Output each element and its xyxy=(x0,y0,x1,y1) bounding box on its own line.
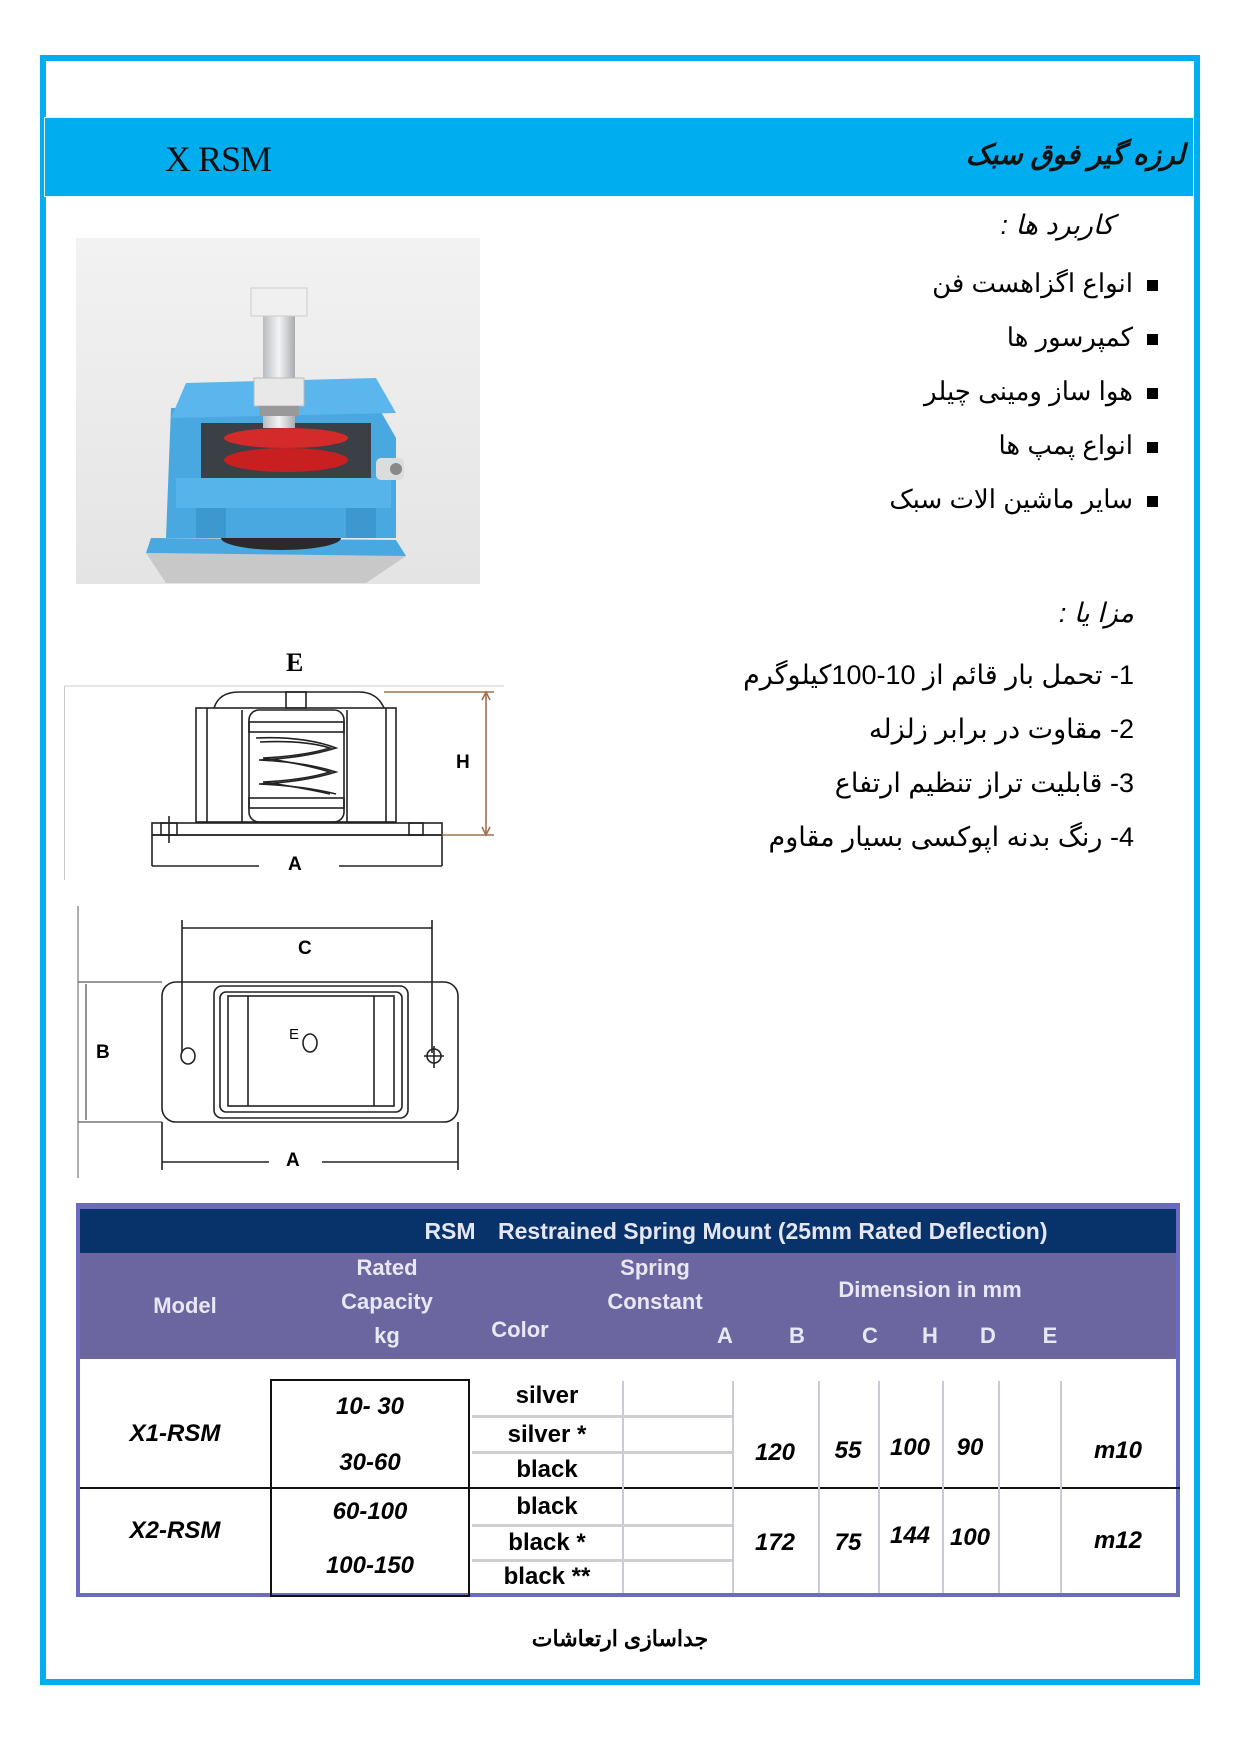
cell-color: black xyxy=(516,1493,578,1520)
square-bullet-icon xyxy=(1147,442,1158,453)
list-item-text: انواع پمپ ها xyxy=(998,430,1133,460)
cell-capacity: 100-150 xyxy=(325,1552,415,1579)
col-header-capacity-3: kg xyxy=(374,1323,400,1348)
cell-dim-e: m12 xyxy=(1093,1527,1143,1554)
product-photo xyxy=(76,238,480,584)
col-header-capacity-2: Capacity xyxy=(341,1289,433,1314)
col-header-dimension: Dimension in mm xyxy=(838,1277,1022,1302)
grid-line xyxy=(732,1381,734,1593)
side-view-drawing xyxy=(64,648,510,880)
dim-label-h: H xyxy=(456,752,470,773)
advantage-item: 4- رنگ بدنه اپوکسی بسیار مقاوم xyxy=(768,822,1134,852)
grid-line xyxy=(942,1381,944,1593)
cell-dim-a: 172 xyxy=(754,1529,796,1556)
cell-model: X2-RSM xyxy=(129,1517,221,1544)
table-header xyxy=(80,1253,1176,1359)
list-item xyxy=(778,310,1158,364)
list-item-text: سایر ماشین الات سبک xyxy=(889,484,1133,514)
square-bullet-icon xyxy=(1147,388,1158,399)
cell-dim-c: 100 xyxy=(889,1434,931,1461)
cell-color: black ** xyxy=(503,1563,591,1590)
cell-dim-h: 100 xyxy=(949,1524,991,1551)
grid-line xyxy=(472,1451,732,1454)
list-item-text: انواع اگزاهست فن xyxy=(932,268,1133,298)
advantage-item: 3- قابلیت تراز تنظیم ارتفاع xyxy=(834,768,1134,798)
list-item xyxy=(778,472,1158,526)
cell-capacity: 10- 30 xyxy=(335,1393,405,1420)
cell-color: black * xyxy=(508,1529,586,1556)
list-item-text: هوا ساز ومینی چیلر xyxy=(923,376,1133,406)
product-title: لرزه گیر فوق سبک xyxy=(965,139,1185,170)
col-header-h: H xyxy=(922,1323,938,1348)
cell-dim-b: 75 xyxy=(834,1529,862,1556)
cell-color: silver xyxy=(515,1382,579,1409)
col-header-model: Model xyxy=(153,1293,217,1318)
col-header-a: A xyxy=(717,1323,733,1348)
table-title-text: Restrained Spring Mount (25mm Rated Deflection) xyxy=(498,1218,1048,1244)
col-header-capacity-1: Rated xyxy=(356,1255,418,1280)
applications-list xyxy=(778,256,1158,526)
cell-color: black xyxy=(516,1456,578,1483)
col-header-spring-1: Spring xyxy=(620,1255,690,1280)
cell-dim-h: 90 xyxy=(956,1434,984,1461)
table-title-bar xyxy=(80,1209,1176,1253)
advantages-section xyxy=(674,598,1134,864)
col-header-d: D xyxy=(980,1323,996,1348)
square-bullet-icon xyxy=(1147,496,1158,507)
cell-model: X1-RSM xyxy=(129,1420,221,1447)
list-item xyxy=(778,418,1158,472)
dim-label-c: C xyxy=(298,938,312,959)
square-bullet-icon xyxy=(1147,334,1158,345)
table-title-code: RSM xyxy=(424,1218,476,1244)
grid-line xyxy=(998,1381,1000,1593)
list-item xyxy=(778,256,1158,310)
col-header-spring-2: Constant xyxy=(607,1289,703,1314)
dim-label-e: E xyxy=(286,648,304,677)
grid-line xyxy=(1060,1381,1062,1593)
dim-label-e: E xyxy=(289,1026,300,1043)
spec-table xyxy=(76,1203,1180,1597)
cell-capacity: 60-100 xyxy=(332,1498,408,1525)
advantage-item: 2- مقاوت در برابر زلزله xyxy=(868,714,1134,744)
cell-dim-c: 144 xyxy=(889,1522,931,1549)
grid-line xyxy=(818,1381,820,1593)
cell-dim-b: 55 xyxy=(834,1437,862,1464)
cell-dim-e: m10 xyxy=(1093,1437,1143,1464)
model-code: X RSM xyxy=(165,139,272,179)
footer-caption: جداسازی ارتعاشات xyxy=(531,1626,709,1651)
header-band xyxy=(44,117,1194,197)
row-divider xyxy=(80,1487,1180,1489)
cell-dim-a: 120 xyxy=(754,1439,796,1466)
grid-line xyxy=(878,1381,880,1593)
cell-capacity: 30-60 xyxy=(339,1449,401,1476)
grid-line xyxy=(472,1559,732,1562)
col-header-e: E xyxy=(1042,1323,1058,1348)
top-view-drawing xyxy=(64,898,510,1188)
list-item xyxy=(778,364,1158,418)
applications-section xyxy=(778,210,1158,526)
col-header-c: C xyxy=(862,1323,878,1348)
square-bullet-icon xyxy=(1147,280,1158,291)
cell-color: silver * xyxy=(507,1421,587,1448)
col-header-b: B xyxy=(789,1323,805,1348)
applications-title: کاربرد ها : xyxy=(1000,210,1114,240)
dim-label-a: A xyxy=(288,854,302,875)
col-header-color: Color xyxy=(491,1317,549,1342)
advantages-title: مزا یا : xyxy=(1058,598,1134,628)
advantage-item: 1- تحمل بار قائم از 10-100کیلوگرم xyxy=(743,660,1134,690)
dim-label-b: B xyxy=(96,1042,110,1063)
list-item-text: کمپرسور ها xyxy=(1006,322,1133,352)
grid-line xyxy=(472,1524,732,1527)
spring-mount-image xyxy=(76,238,480,584)
dim-label-a: A xyxy=(286,1150,300,1171)
grid-line xyxy=(472,1415,732,1418)
